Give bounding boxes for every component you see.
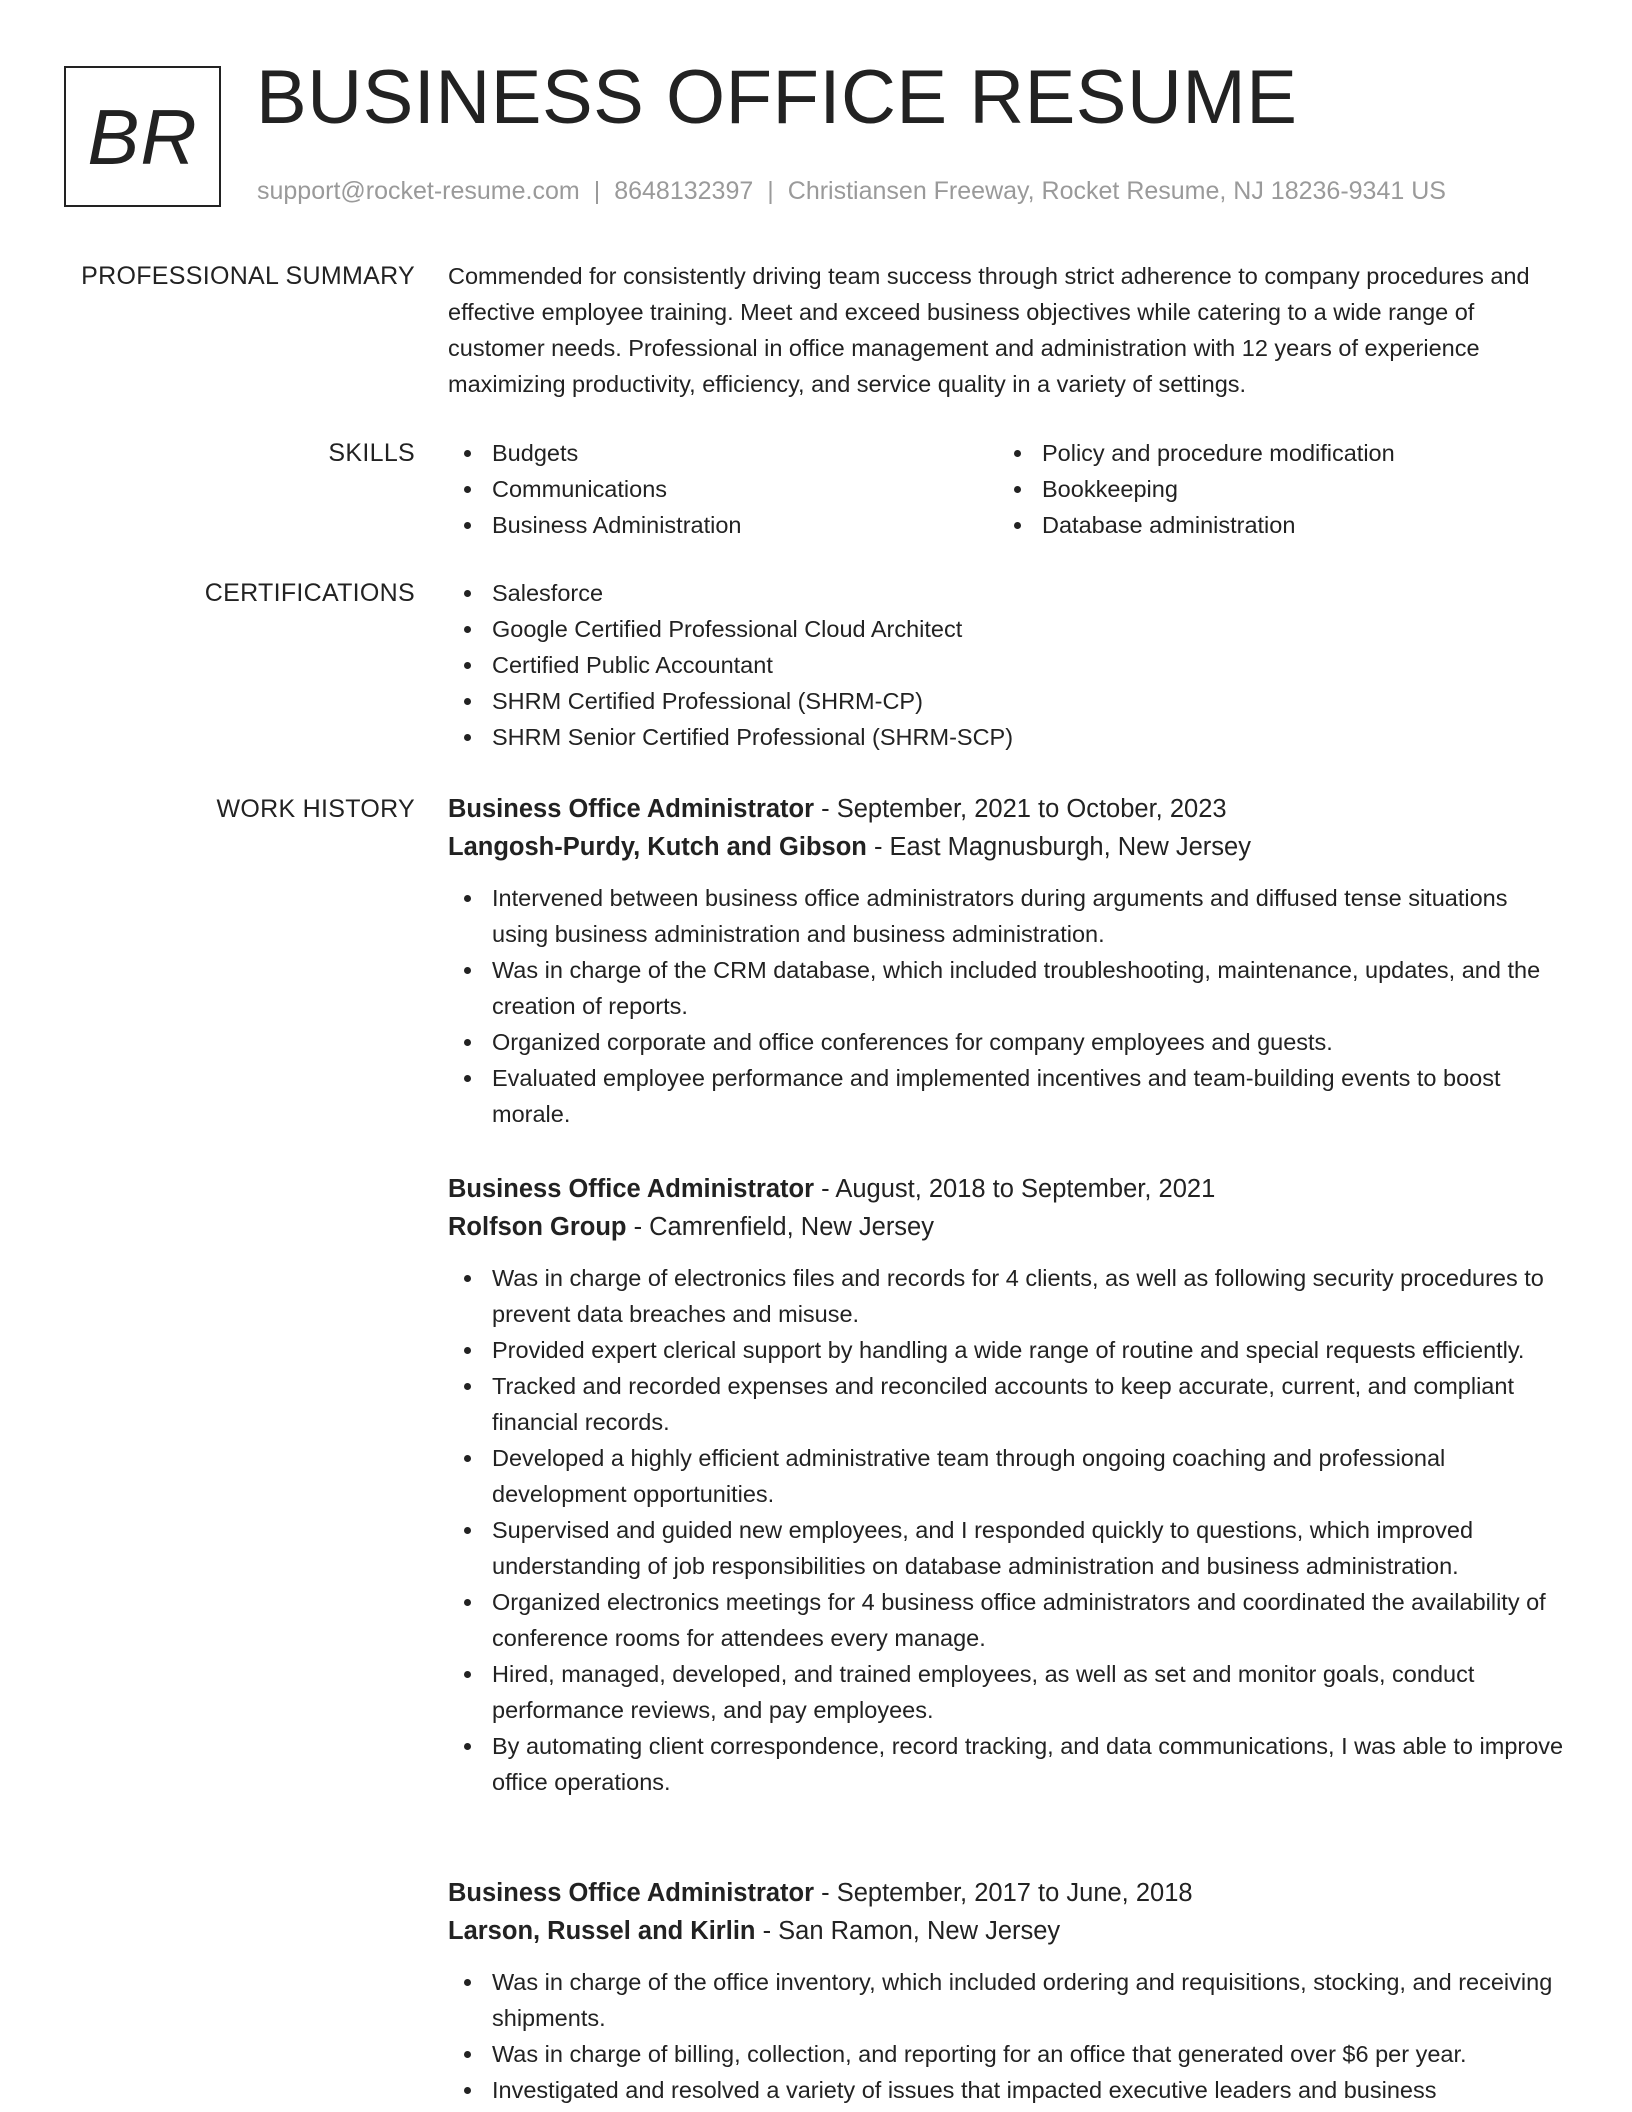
job-body [448, 790, 1570, 1132]
certifications-list [448, 575, 1570, 755]
section-title-certifications: CERTIFICATIONS [204, 579, 415, 607]
job-bullet: Was in charge of billing, collection, and reporting for an office that generated over $6 per year. [448, 2036, 1570, 2072]
job-bullet: Evaluated employee performance and implemented incentives and team-building events to boost morale. [448, 1060, 1570, 1132]
job-location: - San Ramon, New Jersey [755, 1917, 1061, 1945]
job-bullet: Intervened between business office administrators during arguments and diffused tense situations using business administration and business administration. [448, 880, 1570, 952]
job-company-line [448, 1208, 1570, 1246]
skills-body [448, 435, 1570, 543]
job-bullets [448, 1964, 1570, 2108]
monogram-box [64, 66, 221, 207]
contact-phone[interactable]: 8648132397 [614, 177, 754, 205]
job-bullets [448, 1260, 1570, 1800]
certification-item: Google Certified Professional Cloud Architect [448, 611, 1570, 647]
certification-item: Certified Public Accountant [448, 647, 1570, 683]
contact-separator: | [593, 177, 601, 205]
skills-list-right [998, 435, 1558, 543]
contact-line [257, 176, 1446, 206]
job-body [448, 1170, 1570, 1800]
section-title-summary: PROFESSIONAL SUMMARY [81, 262, 415, 290]
job-location: - East Magnusburgh, New Jersey [866, 833, 1251, 861]
skill-item: Business Administration [448, 507, 998, 543]
job-body [448, 1874, 1570, 2108]
job-company: Larson, Russel and Kirlin [448, 1917, 756, 1945]
job-title-line [448, 1170, 1570, 1208]
job-bullet: Supervised and guided new employees, and I responded quickly to questions, which improved understanding of job responsibilities on database administration and business administration. [448, 1512, 1570, 1584]
job-bullet: Was in charge of electronics files and records for 4 clients, as well as following security procedures to prevent data breaches and misuse. [448, 1260, 1570, 1332]
job-bullet: Investigated and resolved a variety of issues that impacted executive leaders and business [448, 2072, 1570, 2108]
skills-grid [448, 435, 1570, 543]
skills-list-left [448, 435, 998, 543]
job-bullet: Was in charge of the CRM database, which included troubleshooting, maintenance, updates, and the creation of reports. [448, 952, 1570, 1024]
job-company-line [448, 1912, 1570, 1950]
certification-item: SHRM Senior Certified Professional (SHRM-SCP) [448, 719, 1570, 755]
monogram-initials: BR [87, 92, 198, 181]
job-role: Business Office Administrator [448, 1175, 815, 1203]
job-bullet: Hired, managed, developed, and trained employees, as well as set and monitor goals, conduct performance reviews, and pay employees. [448, 1656, 1570, 1728]
job-bullet: Developed a highly efficient administrative team through ongoing coaching and professional development opportunities. [448, 1440, 1570, 1512]
skill-item: Bookkeeping [998, 471, 1558, 507]
skill-item: Budgets [448, 435, 998, 471]
section-title-skills: SKILLS [328, 439, 415, 467]
skill-item: Database administration [998, 507, 1558, 543]
resume-title: BUSINESS OFFICE RESUME [256, 55, 1298, 140]
job-bullet: Organized corporate and office conferences for company employees and guests. [448, 1024, 1570, 1060]
summary-text: Commended for consistently driving team success through strict adherence to company procedures and effective employee training. Meet and exceed business objectives while catering to a wide range of customer needs. Professional in office management and administration with 12 years of experience maximizing productivity, efficiency, and service quality in a variety of settings. [448, 263, 1530, 397]
job-title-line [448, 1874, 1570, 1912]
summary-body [448, 258, 1570, 402]
job-location: - Camrenfield, New Jersey [626, 1213, 934, 1241]
certification-item: Salesforce [448, 575, 1570, 611]
job-dates: - August, 2018 to September, 2021 [814, 1175, 1216, 1203]
section-title-work-history: WORK HISTORY [216, 795, 415, 823]
job-bullet: Tracked and recorded expenses and reconciled accounts to keep accurate, current, and compliant financial records. [448, 1368, 1570, 1440]
contact-email[interactable]: support@rocket-resume.com [257, 177, 580, 205]
job-bullets [448, 880, 1570, 1132]
job-bullet: Provided expert clerical support by handling a wide range of routine and special requests efficiently. [448, 1332, 1570, 1368]
job-company-line [448, 828, 1570, 866]
certifications-body [448, 575, 1570, 755]
job-bullet: By automating client correspondence, record tracking, and data communications, I was able to improve office operations. [448, 1728, 1570, 1800]
job-role: Business Office Administrator [448, 1879, 815, 1907]
job-company: Rolfson Group [448, 1213, 627, 1241]
job-dates: - September, 2021 to October, 2023 [814, 795, 1227, 823]
contact-separator: | [767, 177, 774, 205]
job-dates: - September, 2017 to June, 2018 [814, 1879, 1193, 1907]
certification-item: SHRM Certified Professional (SHRM-CP) [448, 683, 1570, 719]
job-title-line [448, 790, 1570, 828]
skill-item: Policy and procedure modification [998, 435, 1558, 471]
job-role: Business Office Administrator [448, 795, 815, 823]
job-bullet: Organized electronics meetings for 4 business office administrators and coordinated the availability of conference rooms for attendees every manage. [448, 1584, 1570, 1656]
skill-item: Communications [448, 471, 998, 507]
job-bullet: Was in charge of the office inventory, which included ordering and requisitions, stocking, and receiving shipments. [448, 1964, 1570, 2036]
contact-address: Christiansen Freeway, Rocket Resume, NJ 18236-9341 US [787, 177, 1446, 205]
job-company: Langosh-Purdy, Kutch and Gibson [448, 833, 867, 861]
